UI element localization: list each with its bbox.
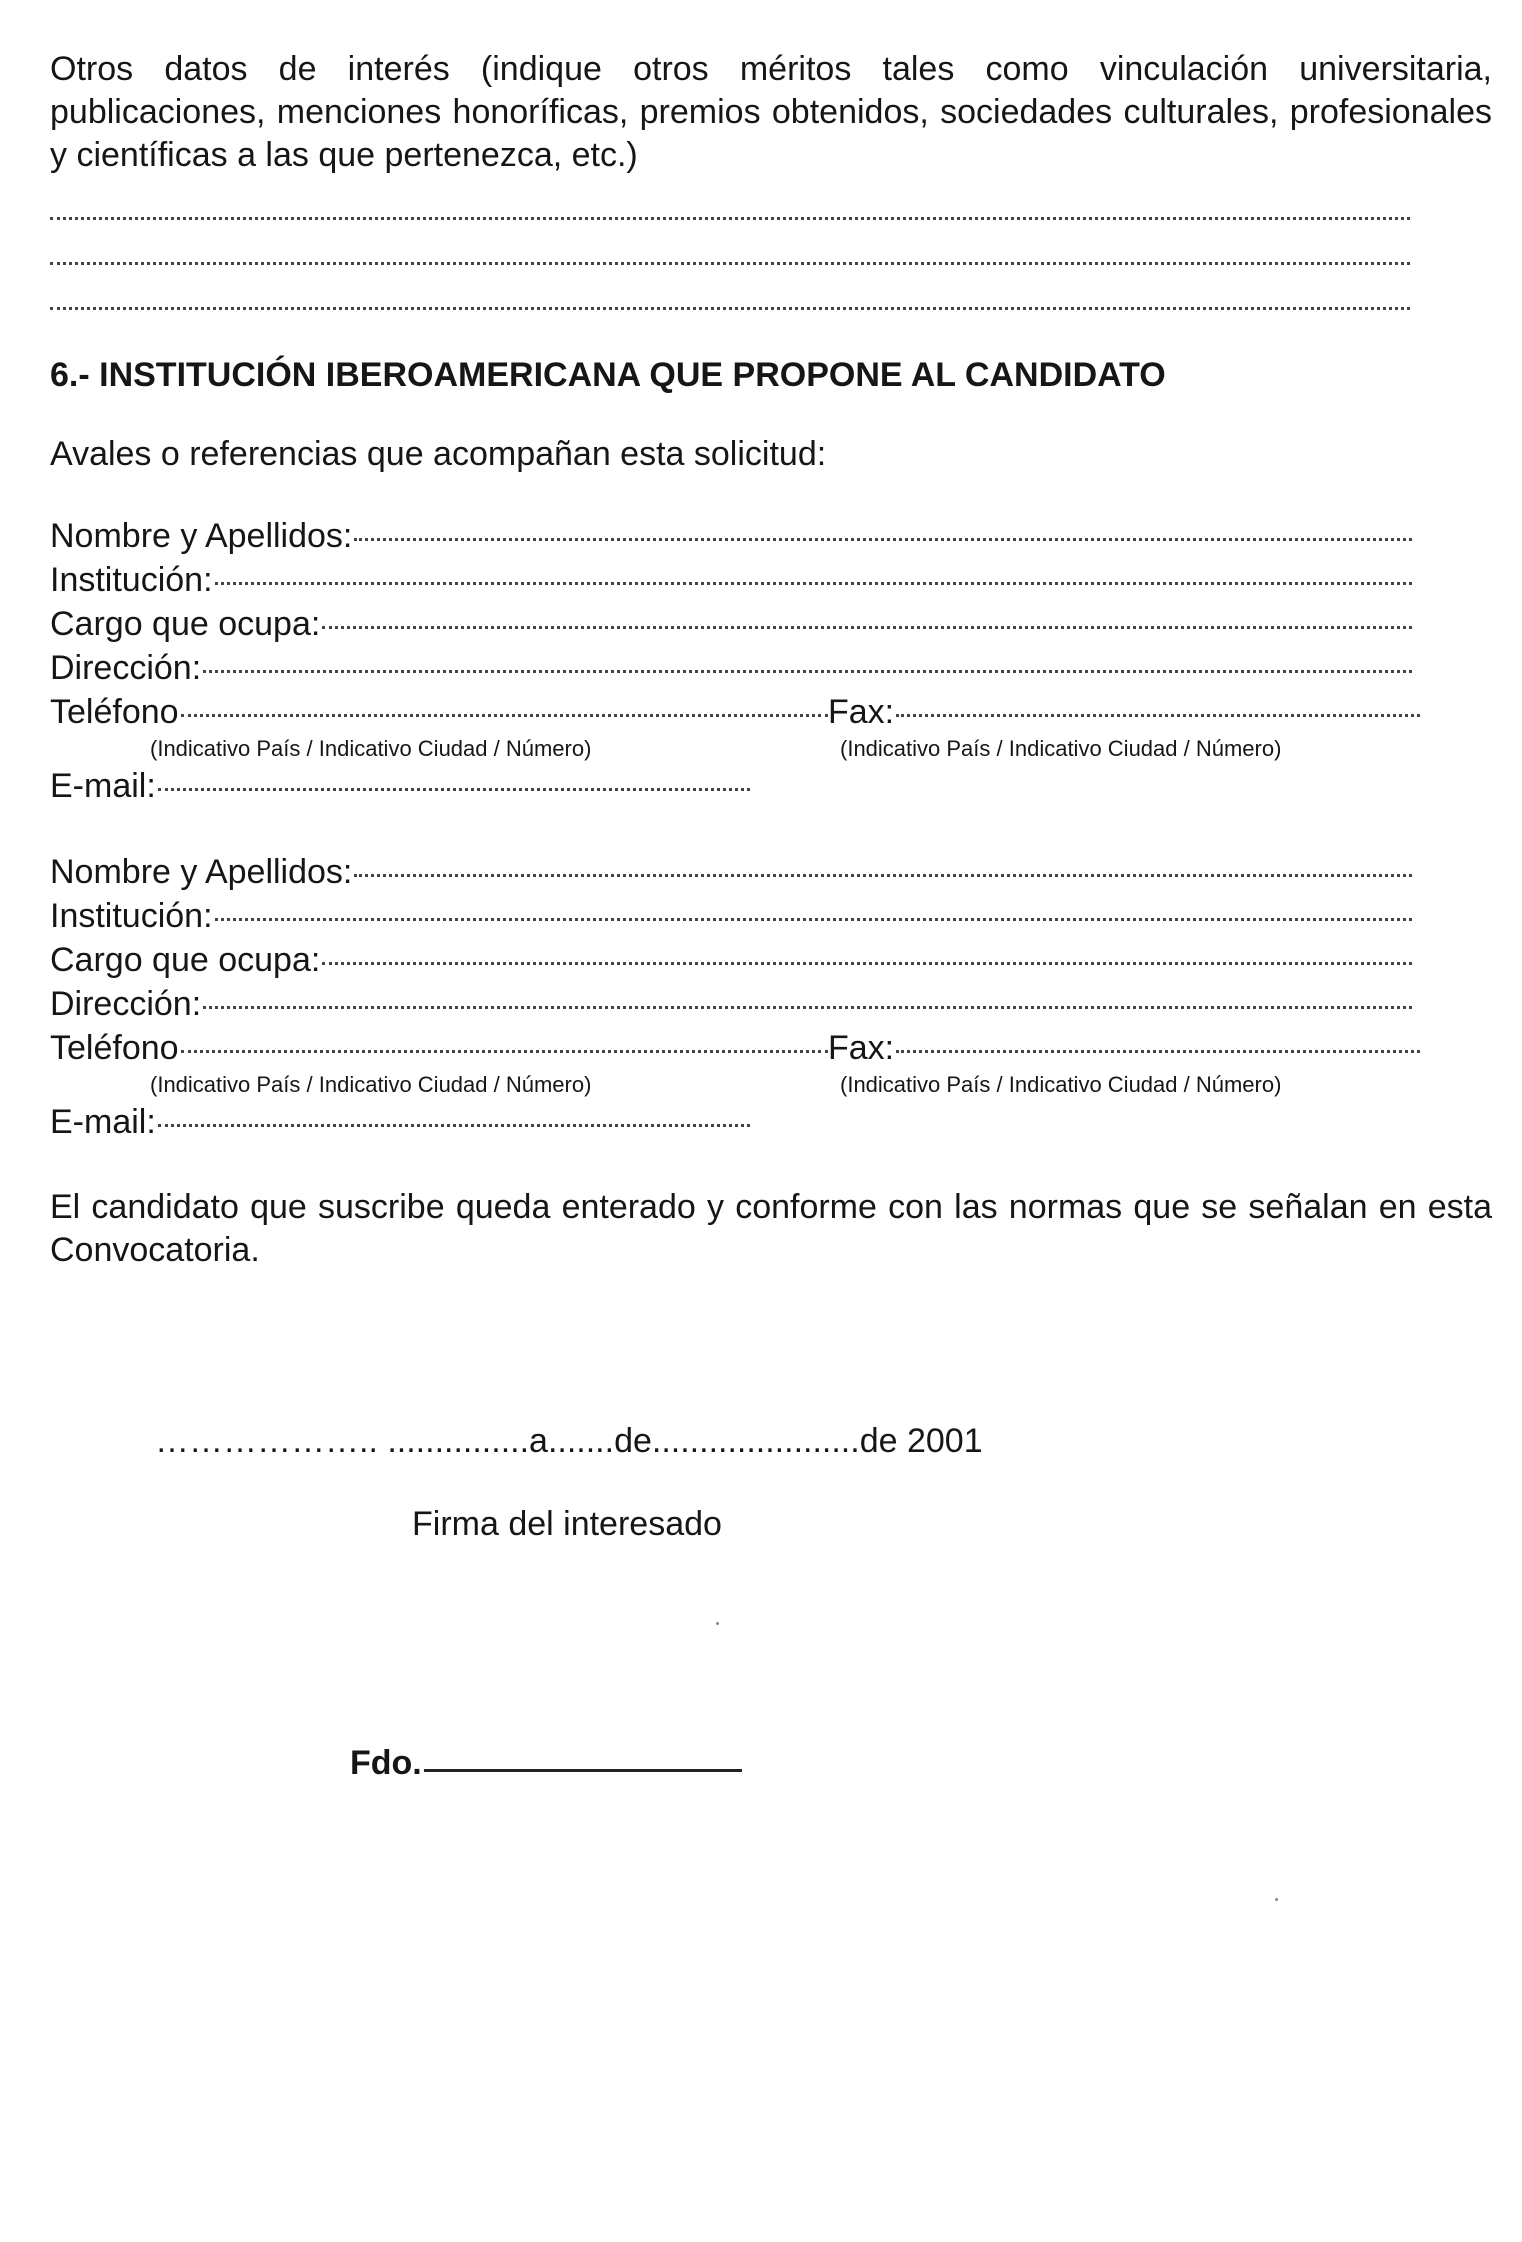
ref2-fax-hint: (Indicativo País / Indicativo Ciudad / Número)	[840, 1072, 1282, 1097]
ref2-phone-fax-row	[50, 1026, 1420, 1070]
ref1-name-dots[interactable]	[354, 537, 1412, 541]
ref2-phone-label: Teléfono	[50, 1029, 179, 1067]
ref2-phone-hint: (Indicativo País / Indicativo Ciudad / Número)	[150, 1072, 592, 1097]
ref2-position-dots[interactable]	[322, 961, 1412, 965]
ref2-address-field[interactable]	[50, 982, 1412, 1026]
ref1-fax-dots[interactable]	[896, 713, 1420, 717]
ref2-institution-field[interactable]	[50, 894, 1412, 938]
free-text-line-1[interactable]	[50, 179, 1410, 220]
ref1-address-field[interactable]	[50, 646, 1412, 690]
free-text-line-2[interactable]	[50, 224, 1410, 265]
signature-line[interactable]	[424, 1768, 742, 1772]
ref2-institution-label: Institución:	[50, 897, 213, 935]
ref1-email-label: E-mail:	[50, 767, 156, 805]
ref1-fax-field[interactable]	[828, 690, 1420, 734]
ref2-hints	[50, 1070, 1450, 1100]
agreement-text: El candidato que suscribe queda enterado y conforme con las normas que se señalan en esta Convocatoria.	[50, 1188, 1492, 1269]
scan-speck	[716, 1622, 719, 1625]
ref2-phone-dots[interactable]	[181, 1049, 828, 1053]
ref2-email-label: E-mail:	[50, 1103, 156, 1141]
ref1-institution-label: Institución:	[50, 561, 213, 599]
ref2-name-field[interactable]	[50, 850, 1412, 894]
ref2-email-dots[interactable]	[158, 1123, 750, 1127]
ref1-institution-field[interactable]	[50, 558, 1412, 602]
ref2-name-label: Nombre y Apellidos:	[50, 853, 353, 891]
scan-speck	[1275, 1898, 1278, 1901]
section-6-heading: 6.- INSTITUCIÓN IBEROAMERICANA QUE PROPONE AL CANDIDATO	[50, 356, 1166, 394]
ref1-phone-label: Teléfono	[50, 693, 179, 731]
ref1-position-dots[interactable]	[322, 625, 1412, 629]
fdo-signature-field[interactable]	[350, 1744, 1502, 1783]
ref2-position-label: Cargo que ocupa:	[50, 941, 321, 979]
ref2-email-field[interactable]	[50, 1100, 750, 1144]
intro-text: Otros datos de interés (indique otros méritos tales como vinculación universitaria, publicaciones, menciones honoríficas, premios obtenidos, sociedades culturales, profesionales y científicas a las que pertenezca, etc.)	[50, 50, 1492, 174]
ref2-fax-field[interactable]	[828, 1026, 1420, 1070]
form-page	[50, 48, 1502, 1783]
ref1-fax-hint: (Indicativo País / Indicativo Ciudad / Número)	[840, 736, 1282, 761]
ref1-position-field[interactable]	[50, 602, 1412, 646]
ref1-position-label: Cargo que ocupa:	[50, 605, 321, 643]
ref2-address-dots[interactable]	[203, 1005, 1412, 1009]
ref1-name-label: Nombre y Apellidos:	[50, 517, 353, 555]
ref1-phone-dots[interactable]	[181, 713, 828, 717]
ref2-phone-field[interactable]	[50, 1026, 828, 1070]
ref1-phone-fax-row	[50, 690, 1420, 734]
ref2-position-field[interactable]	[50, 938, 1412, 982]
ref1-address-dots[interactable]	[203, 669, 1412, 673]
ref1-phone-hint: (Indicativo País / Indicativo Ciudad / Número)	[150, 736, 592, 761]
ref1-hints	[50, 734, 1450, 764]
free-text-line-3[interactable]	[50, 269, 1410, 310]
date-place-line[interactable]: ……………….. ...............a.......de......................de 2001	[155, 1422, 983, 1460]
reference-block-2	[50, 850, 1502, 1144]
ref1-name-field[interactable]	[50, 514, 1412, 558]
ref1-fax-label: Fax:	[828, 693, 895, 731]
ref2-name-dots[interactable]	[354, 873, 1412, 877]
signature-label: Firma del interesado	[412, 1505, 722, 1543]
ref2-fax-dots[interactable]	[896, 1049, 1420, 1053]
ref1-email-dots[interactable]	[158, 787, 750, 791]
fdo-label: Fdo.	[350, 1744, 422, 1782]
reference-block-1	[50, 514, 1502, 808]
ref2-institution-dots[interactable]	[215, 917, 1412, 921]
section-6-subheading: Avales o referencias que acompañan esta solicitud:	[50, 435, 827, 473]
ref2-fax-label: Fax:	[828, 1029, 895, 1067]
ref1-phone-field[interactable]	[50, 690, 828, 734]
ref1-email-field[interactable]	[50, 764, 750, 808]
ref1-address-label: Dirección:	[50, 649, 202, 687]
ref2-address-label: Dirección:	[50, 985, 202, 1023]
ref1-institution-dots[interactable]	[215, 581, 1412, 585]
